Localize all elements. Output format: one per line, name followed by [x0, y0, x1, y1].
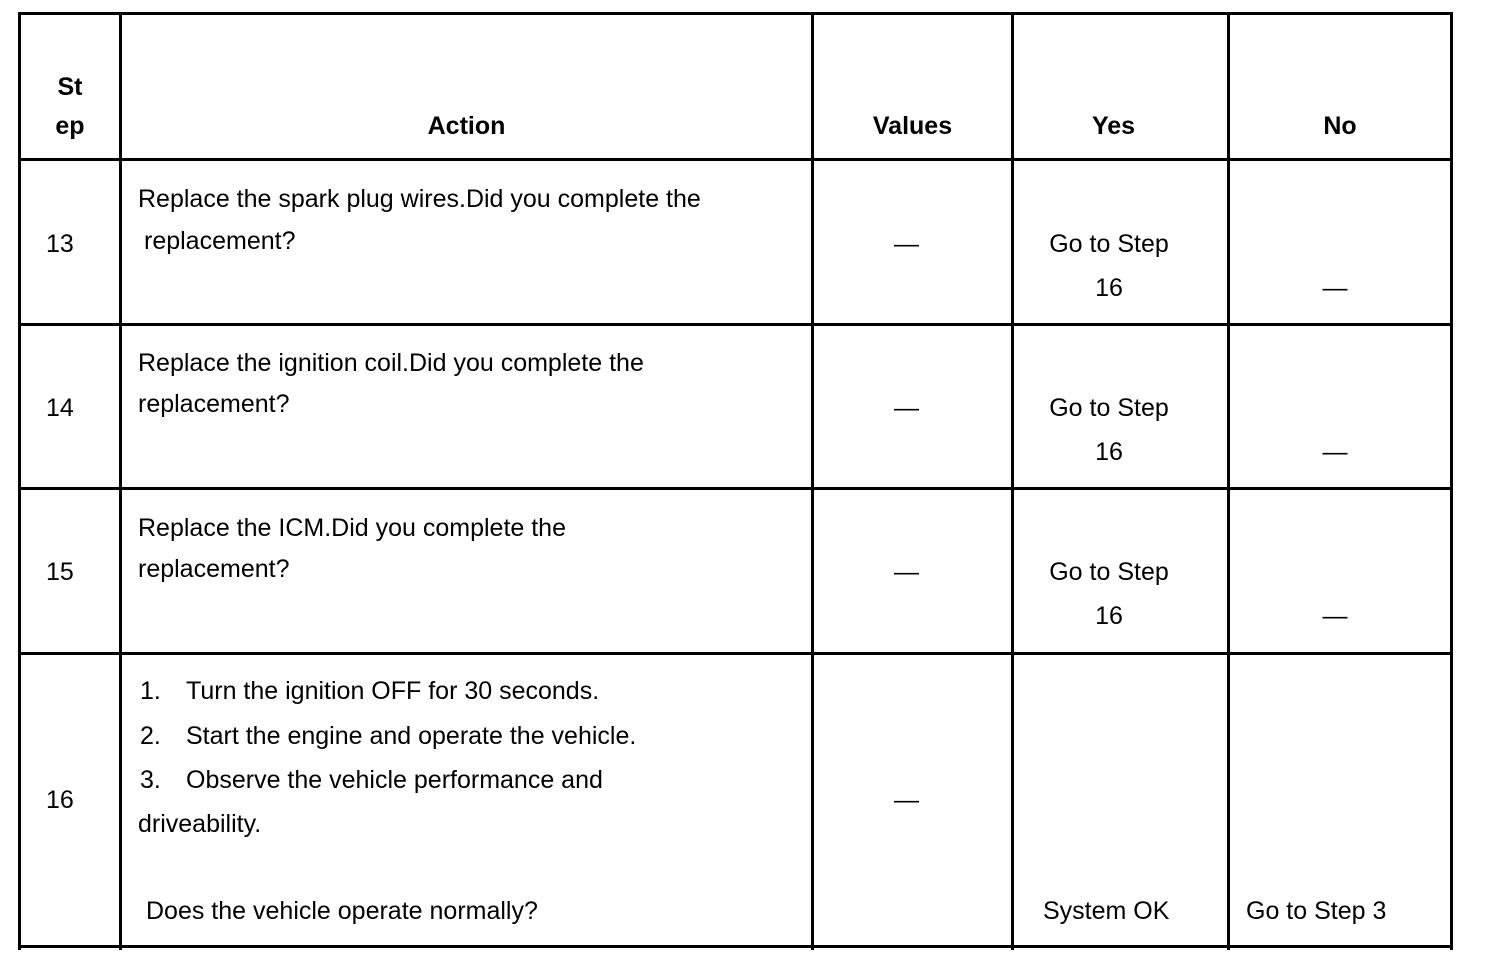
row-13-action-line1: Replace the spark plug wires.Did you complete the: [138, 185, 701, 213]
row-13-yes-line2: 16: [1095, 274, 1123, 302]
grid-line: [18, 323, 1453, 326]
header-no: No: [1323, 112, 1357, 140]
grid-line: [18, 652, 1453, 655]
row-15-yes-line2: 16: [1095, 602, 1123, 630]
header-step-line1: St: [57, 73, 83, 101]
row-15-action-line2: replacement?: [138, 555, 290, 583]
grid-line: [18, 12, 1453, 15]
row-16-action-item-2-num: 2.: [140, 722, 161, 750]
row-14-no: —: [1322, 438, 1348, 466]
row-15-action-line1: Replace the ICM.Did you complete the: [138, 514, 566, 542]
grid-line: [1227, 12, 1230, 950]
grid-line: [18, 945, 1453, 948]
row-14-step: 14: [46, 394, 74, 422]
row-15-no: —: [1322, 602, 1348, 630]
row-16-action-question: Does the vehicle operate normally?: [146, 897, 538, 925]
row-13-action-line2: replacement?: [144, 227, 296, 255]
row-14-values: —: [894, 394, 919, 422]
row-16-step: 16: [46, 786, 74, 814]
row-16-yes: System OK: [1043, 897, 1170, 925]
row-14-yes-line1: Go to Step: [1049, 394, 1169, 422]
row-16-action-item-1-num: 1.: [140, 677, 161, 705]
row-16-action-item-2-text: Start the engine and operate the vehicle.: [186, 722, 637, 750]
header-step: [21, 75, 119, 139]
row-13-step: 13: [46, 230, 74, 258]
row-15-step: 15: [46, 558, 74, 586]
grid-line: [18, 12, 21, 950]
row-15-values: —: [894, 558, 919, 586]
row-14-yes-line2: 16: [1095, 438, 1123, 466]
row-16-action-item-3-text: Observe the vehicle performance and: [186, 766, 603, 794]
row-14-action-line1: Replace the ignition coil.Did you complete the: [138, 349, 644, 377]
row-16-values: —: [894, 786, 919, 814]
grid-line: [1011, 12, 1014, 950]
row-15-yes-line1: Go to Step: [1049, 558, 1169, 586]
header-yes: Yes: [1091, 112, 1136, 140]
grid-line: [1450, 12, 1453, 950]
row-13-no: —: [1322, 274, 1348, 302]
row-13-yes-line1: Go to Step: [1049, 230, 1169, 258]
grid-line: [119, 12, 122, 950]
header-values: Values: [872, 112, 953, 140]
header-step-line2: ep: [55, 112, 85, 140]
row-16-no: Go to Step 3: [1246, 897, 1387, 925]
grid-line: [18, 487, 1453, 490]
grid-line: [18, 158, 1453, 161]
header-action: Action: [427, 112, 506, 140]
row-16-action-item-1-text: Turn the ignition OFF for 30 seconds.: [186, 677, 600, 705]
row-16-action-item-3-num: 3.: [140, 766, 161, 794]
row-16-action-continuation: driveability.: [138, 810, 262, 838]
row-13-values: —: [894, 230, 919, 258]
row-14-action-line2: replacement?: [138, 390, 290, 418]
